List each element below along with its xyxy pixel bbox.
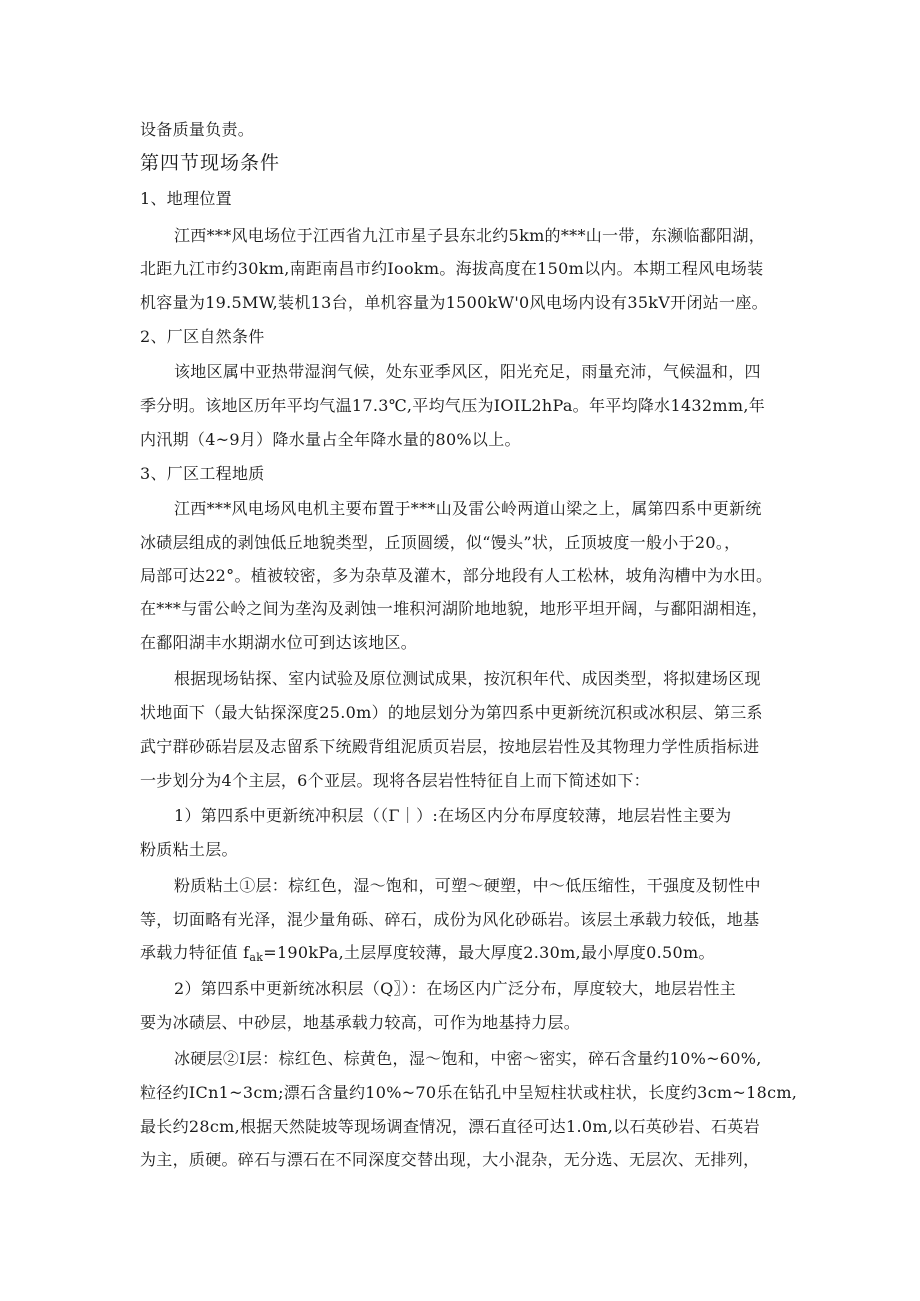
paragraph-line: 北距九江市约30km,南距南昌市约Iookm。海拔高度在150m以内。本期工程风电场装 bbox=[140, 259, 764, 278]
paragraph-line: 江西***风电场位于江西省九江市星子县东北约5km的***山一带，东濒临鄱阳湖， bbox=[174, 226, 766, 245]
section-heading: 第四节现场条件 bbox=[140, 152, 281, 174]
paragraph-line: 在鄱阳湖丰水期湖水位可到达该地区。 bbox=[140, 633, 418, 652]
paragraph-line: 内汛期（4~9月）降水量占全年降水量的80%以上。 bbox=[140, 430, 521, 449]
paragraph-line: 江西***风电场风电机主要布置于***山及雷公岭两道山梁之上，属第四系中更新统 bbox=[174, 499, 762, 518]
paragraph-line: 在***与雷公岭之间为垄沟及剥蚀一堆积河湖阶地地貌，地形平坦开阔，与鄱阳湖相连， bbox=[140, 599, 769, 618]
paragraph-line: 粉质粘土①层：棕红色，湿～饱和，可塑～硬塑，中～低压缩性，干强度及韧性中 bbox=[174, 876, 761, 895]
paragraph-line: 该地区属中亚热带湿润气候，处东亚季风区，阳光充足，雨量充沛，气候温和，四 bbox=[174, 362, 761, 381]
paragraph-line: 状地面下（最大钻探深度25.0m）的地层划分为第四系中更新统沉积或冰积层、第三系 bbox=[140, 703, 763, 722]
subsection-heading: 3、厂区工程地质 bbox=[140, 464, 265, 483]
paragraph-line: 冰硬层②I层：棕红色、棕黄色，湿～饱和，中密～密实，碎石含量约10%~60%, bbox=[174, 1049, 762, 1068]
paragraph-line: 武宁群砂砾岩层及志留系下统殿背组泥质页岩层，按地层岩性及其物理力学性质指标进 bbox=[140, 737, 760, 756]
paragraph-line: 局部可达22°。植被较密，多为杂草及灌木，部分地段有人工松林，坡角沟槽中为水田。 bbox=[140, 566, 773, 585]
paragraph-line: 为主，质硬。碎石与漂石在不同深度交替出现，大小混杂，无分选、无层次、无排列， bbox=[140, 1150, 760, 1169]
formula-value: =190kPa,土层厚度较薄，最大厚度2.30m,最小厚度0.50m。 bbox=[263, 943, 715, 962]
paragraph-line: 根据现场钻探、室内试验及原位测试成果，按沉积年代、成因类型，将拟建场区现 bbox=[174, 669, 761, 688]
paragraph-line: 一步划分为4个主层，6个亚层。现将各层岩性特征自上而下简述如下： bbox=[140, 771, 650, 790]
paragraph-line: 等，切面略有光泽，混少量角砾、碎石，成份为风化砂砾岩。该层土承载力较低，地基 bbox=[140, 910, 760, 929]
paragraph-line: 要为冰碛层、中砂层，地基承载力较高，可作为地基持力层。 bbox=[140, 1013, 581, 1032]
paragraph-line: 最长约28cm,根据天然陡坡等现场调查情况，漂石直径可达1.0m,以石英砂岩、石英岩 bbox=[140, 1117, 760, 1136]
formula-subscript: ak bbox=[249, 951, 264, 964]
paragraph-line: 设备质量负责。 bbox=[140, 120, 255, 139]
formula-symbol: 承载力特征值 f bbox=[140, 943, 250, 962]
paragraph-line: 粉质粘土层。 bbox=[140, 840, 238, 859]
subsection-heading: 1、地理位置 bbox=[140, 189, 232, 208]
paragraph-line: 机容量为19.5MW,装机13台，单机容量为1500kW'0风电场内设有35kV开闭站一座。 bbox=[140, 293, 768, 312]
paragraph-line bbox=[140, 943, 715, 968]
subsection-heading: 2、厂区自然条件 bbox=[140, 327, 265, 346]
paragraph-line: 2）第四系中更新统冰积层（Q〗）：在场区内广泛分布，厚度较大，地层岩性主 bbox=[174, 979, 737, 998]
paragraph-line: 冰碛层组成的剥蚀低丘地貌类型，丘顶圆缓，似“馒头”状，丘顶坡度一般小于20。， bbox=[140, 533, 741, 552]
paragraph-line: 季分明。该地区历年平均气温17.3℃,平均气压为IOIL2hPa。年平均降水1432mm,年 bbox=[140, 396, 766, 415]
paragraph-line: 粒径约ICn1~3cm;漂石含量约10%~70乐在钻孔中呈短柱状或柱状，长度约3cm~18cm, bbox=[140, 1083, 798, 1102]
paragraph-line: 1）第四系中更新统冲积层（（Γ｜）:在场区内分布厚度较薄，地层岩性主要为 bbox=[174, 806, 732, 825]
